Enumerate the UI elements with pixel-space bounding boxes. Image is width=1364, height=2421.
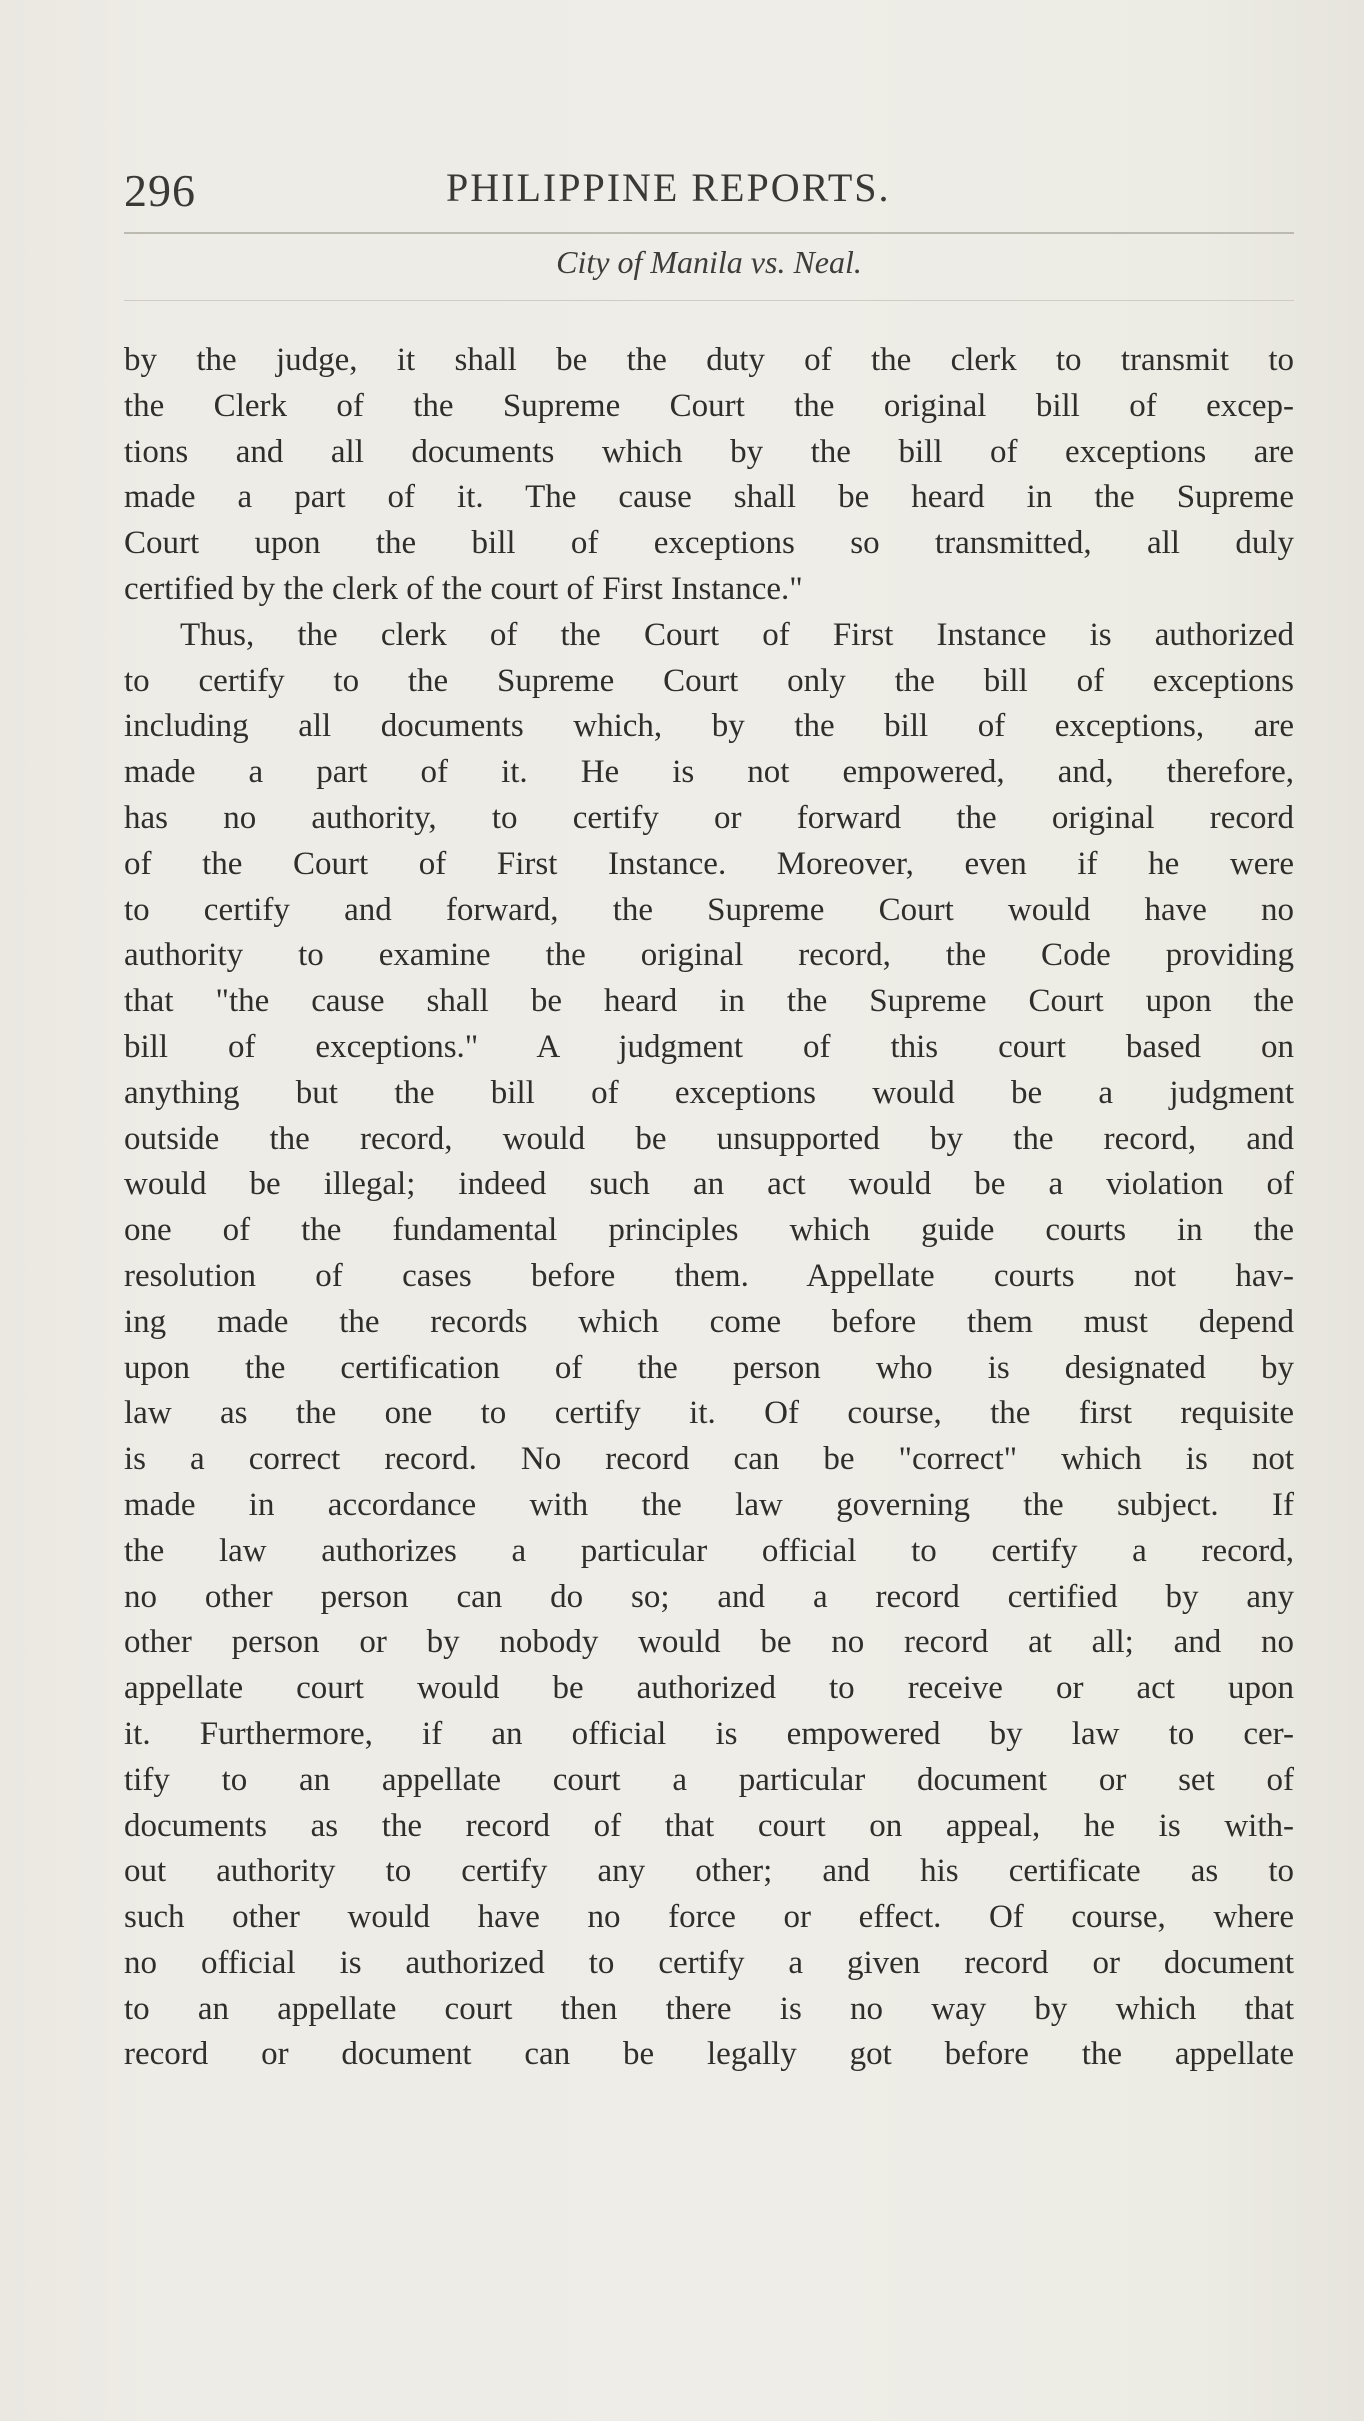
text-line: one of the fundamental principles which guide courts in the <box>124 1212 1294 1249</box>
page-header <box>124 158 1294 230</box>
text-line: appellate court would be authorized to receive or act upon <box>124 1670 1294 1707</box>
text-line: made a part of it. He is not empowered, and, therefore, <box>124 754 1294 791</box>
text-line: authority to examine the original record, the Code providing <box>124 937 1294 974</box>
text-line: upon the certification of the person who is designated by <box>124 1349 1294 1386</box>
text-line: bill of exceptions." A judgment of this court based on <box>124 1028 1294 1065</box>
text-line: Court upon the bill of exceptions so transmitted, all duly <box>124 525 1294 562</box>
page-number: 296 <box>124 165 196 216</box>
text-line: such other would have no force or effect. Of course, where <box>124 1899 1294 1936</box>
text-line: to an appellate court then there is no way by which that <box>124 1990 1294 2027</box>
text-line: tions and all documents which by the bill of exceptions are <box>124 433 1294 470</box>
header-rule <box>124 232 1294 234</box>
text-line: record or document can be legally got before the appellate <box>124 2036 1294 2073</box>
case-caption: City of Manila vs. Neal. <box>556 244 862 280</box>
text-line: no other person can do so; and a record certified by any <box>124 1578 1294 1615</box>
text-line: made in accordance with the law governing the subject. If <box>124 1486 1294 1523</box>
running-title: PHILIPPINE REPORTS. <box>446 165 891 210</box>
body-text <box>124 338 1294 2078</box>
text-line: the law authorizes a particular official to certify a record, <box>124 1532 1294 1569</box>
text-line: tify to an appellate court a particular document or set of <box>124 1761 1294 1798</box>
text-line: documents as the record of that court on appeal, he is with- <box>124 1807 1294 1844</box>
text-line: the Clerk of the Supreme Court the original bill of excep- <box>124 387 1294 424</box>
text-line: out authority to certify any other; and his certificate as to <box>124 1853 1294 1890</box>
text-line: it. Furthermore, if an official is empowered by law to cer- <box>124 1715 1294 1752</box>
text-line: is a correct record. No record can be "correct" which is not <box>124 1441 1294 1478</box>
text-line: that "the cause shall be heard in the Supreme Court upon the <box>124 983 1294 1020</box>
text-line: would be illegal; indeed such an act would be a violation of <box>124 1166 1294 1203</box>
text-line: to certify to the Supreme Court only the bill of exceptions <box>124 662 1294 699</box>
text-line: other person or by nobody would be no record at all; and no <box>124 1624 1294 1661</box>
caption-rule <box>124 300 1294 301</box>
text-line: to certify and forward, the Supreme Court would have no <box>124 891 1294 928</box>
text-line: made a part of it. The cause shall be heard in the Supreme <box>124 479 1294 516</box>
text-line: Thus, the clerk of the Court of First Instance is authorized <box>180 616 1294 653</box>
text-line: has no authority, to certify or forward the original record <box>124 799 1294 836</box>
text-line: law as the one to certify it. Of course, the first requisite <box>124 1395 1294 1432</box>
text-line: including all documents which, by the bill of exceptions, are <box>124 708 1294 745</box>
text-line: ing made the records which come before them must depend <box>124 1303 1294 1340</box>
text-line: no official is authorized to certify a given record or document <box>124 1944 1294 1981</box>
text-line: outside the record, would be unsupported by the record, and <box>124 1120 1294 1157</box>
text-line: anything but the bill of exceptions would be a judgment <box>124 1074 1294 1111</box>
text-line: resolution of cases before them. Appellate courts not hav- <box>124 1257 1294 1294</box>
text-line: by the judge, it shall be the duty of the clerk to transmit to <box>124 342 1294 378</box>
text-line: of the Court of First Instance. Moreover, even if he were <box>124 845 1294 882</box>
text-line: certified by the clerk of the court of First Instance." <box>124 570 803 607</box>
